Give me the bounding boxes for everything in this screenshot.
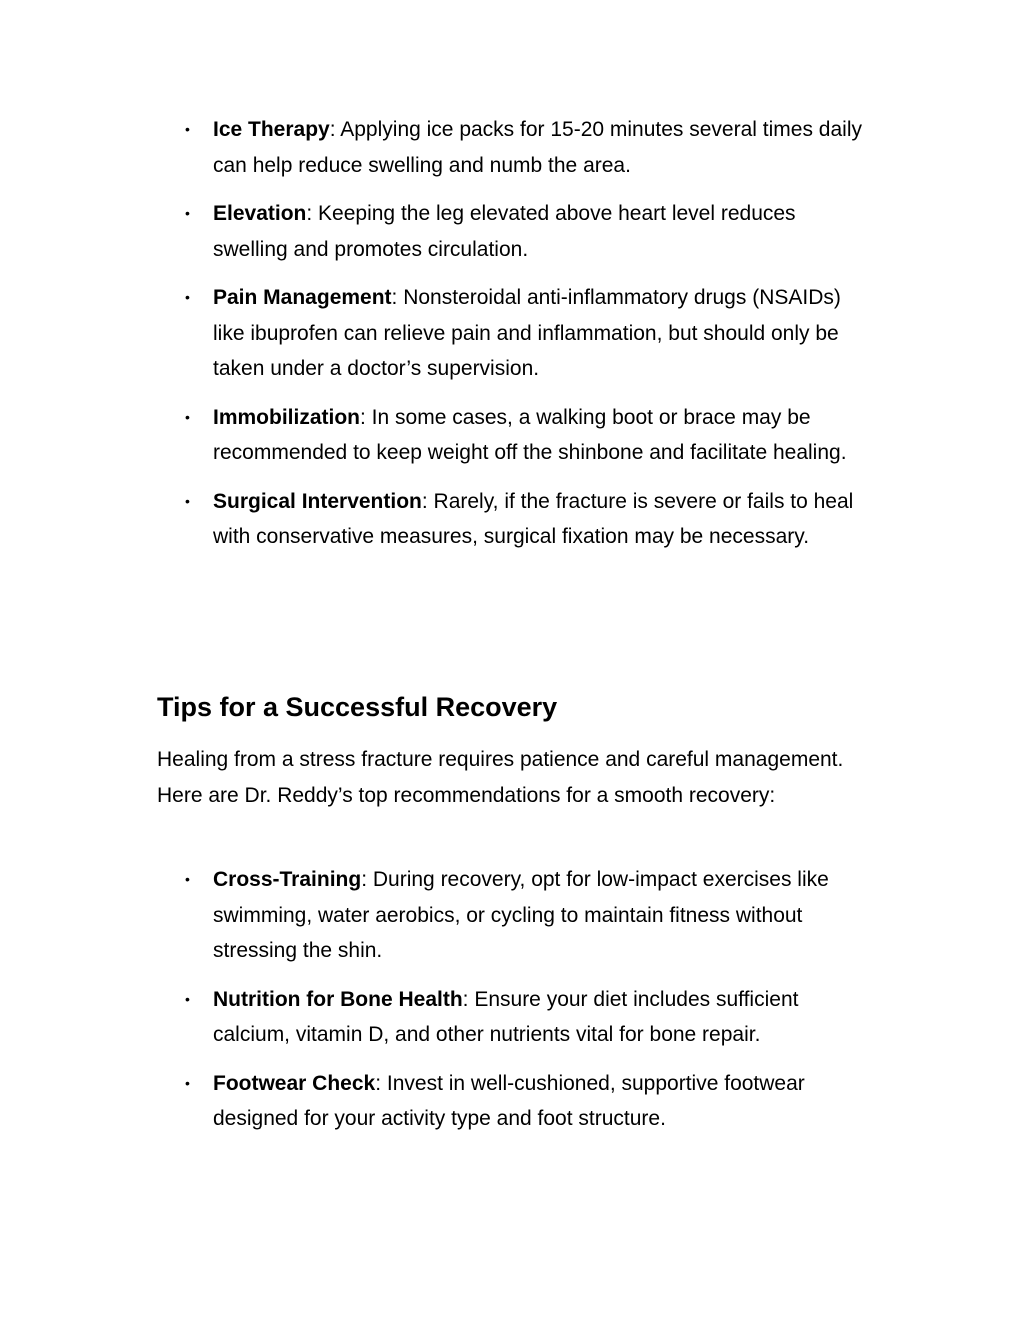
item-text: : Applying ice packs for 15-20 minutes several times daily can help reduce swelling and numb the area. (213, 118, 862, 177)
item-text: : Keeping the leg elevated above heart level reduces swelling and promotes circulation. (213, 202, 796, 261)
item-text: : Invest in well-cushioned, supportive footwear designed for your activity type and foot structure. (213, 1071, 805, 1130)
list-item-cross-training (157, 862, 867, 969)
item-text: : Nonsteroidal anti-inflammatory drugs (NSAIDs) like ibuprofen can relieve pain and inflammation, but should only be taken under a doctor’s supervision. (213, 286, 841, 380)
list-item-immobilization (157, 400, 867, 471)
list-item-elevation (157, 196, 867, 267)
item-text: : Ensure your diet includes sufficient calcium, vitamin D, and other nutrients vital for bone repair. (213, 987, 799, 1046)
bullet-icon: • (185, 205, 190, 221)
bullet-icon: • (185, 871, 190, 887)
bullet-icon: • (185, 408, 190, 425)
section-heading: Tips for a Successful Recovery (157, 692, 558, 722)
bullet-icon: • (185, 1074, 190, 1091)
item-text: : Rarely, if the fracture is severe or fails to heal with conservative measures, surgical fixation may be necessary. (213, 489, 854, 548)
recovery-tips-list (157, 862, 867, 1150)
item-term: Elevation (213, 202, 307, 225)
item-term: Nutrition for Bone Health (213, 987, 463, 1011)
item-text: : In some cases, a walking boot or brace may be recommended to keep weight off the shinbone and facilitate healing. (213, 405, 847, 464)
bullet-icon: • (185, 492, 190, 509)
list-item-nutrition (157, 982, 867, 1053)
treatment-list (157, 112, 867, 568)
section-intro: Healing from a stress fracture requires patience and careful management. Here are Dr. Reddy’s top recommendations for a smooth recovery: (157, 748, 844, 807)
bullet-icon: • (185, 121, 190, 137)
bullet-icon: • (185, 289, 190, 305)
list-item-pain-management (157, 280, 867, 387)
list-item-ice-therapy (157, 112, 867, 183)
bullet-icon: • (185, 990, 190, 1007)
item-term: Ice Therapy (213, 118, 330, 141)
list-item-footwear-check (157, 1066, 867, 1137)
item-text: : During recovery, opt for low-impact exercises like swimming, water aerobics, or cycling to maintain fitness without stressing the shin. (213, 868, 829, 962)
item-term: Surgical Intervention (213, 489, 422, 513)
item-term: Immobilization (213, 405, 360, 429)
item-term: Pain Management (213, 286, 392, 309)
list-item-surgical-intervention (157, 484, 867, 555)
item-term: Cross-Training (213, 868, 362, 891)
item-term: Footwear Check (213, 1071, 376, 1095)
